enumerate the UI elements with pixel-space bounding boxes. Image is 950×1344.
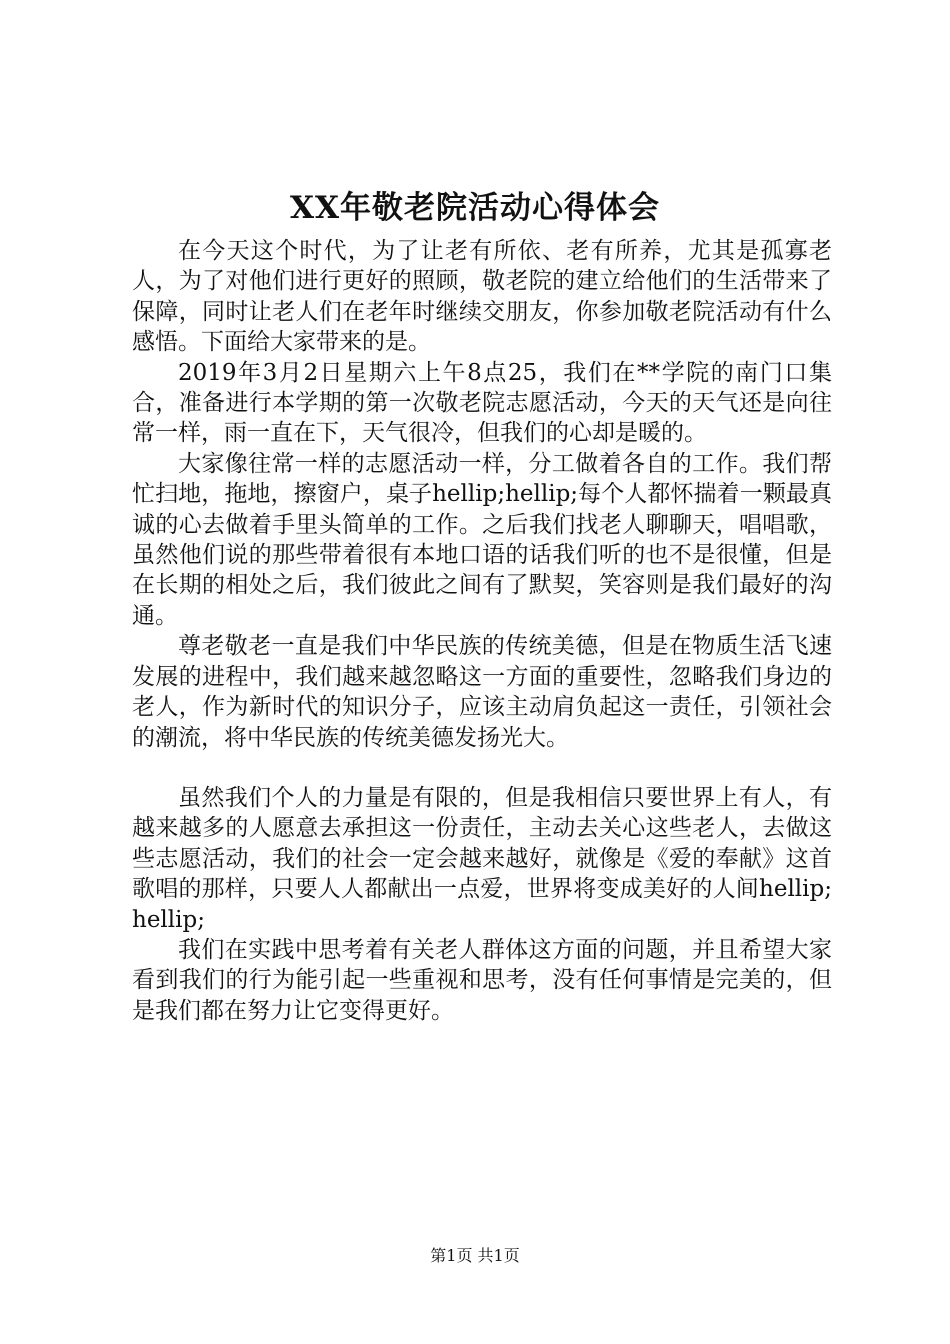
paragraph-conclusion: 我们在实践中思考着有关老人群体这方面的问题，并且希望大家看到我们的行为能引起一些重视和思考，没有任何事情是完美的，但是我们都在努力让它变得更好。 (132, 936, 832, 1024)
page-footer: 第1页 共1页 (430, 1246, 520, 1265)
document-body (132, 236, 832, 1026)
document-title: XX年敬老院活动心得体会 (289, 190, 661, 226)
paragraph-responsibility: 虽然我们个人的力量是有限的，但是我相信只要世界上有人，有越来越多的人愿意去承担这一份责任，主动去关心这些老人，去做这些志愿活动，我们的社会一定会越来越好，就像是《爱的奉献》这首歌唱的那样，只要人人都献出一点爱，世界将变成美好的人间hellip;hellip; (132, 784, 832, 933)
paragraph-tradition: 尊老敬老一直是我们中华民族的传统美德，但是在物质生活飞速发展的进程中，我们越来越忽略这一方面的重要性，忽略我们身边的老人，作为新时代的知识分子，应该主动肩负起这一责任，引领社会的潮流，将中华民族的传统美德发扬光大。 (132, 633, 832, 751)
paragraph-work: 大家像往常一样的志愿活动一样，分工做着各自的工作。我们帮忙扫地，拖地，擦窗户，桌子hellip;hellip;每个人都怀揣着一颗最真诚的心去做着手里头简单的工作。之后我们找老人聊聊天，唱唱歌，虽然他们说的那些带着很有本地口语的话我们听的也不是很懂，但是在长期的相处之后，我们彼此之间有了默契，笑容则是我们最好的沟通。 (132, 450, 832, 629)
paragraph-intro: 在今天这个时代，为了让老有所依、老有所养，尤其是孤寡老人，为了对他们进行更好的照顾，敬老院的建立给他们的生活带来了保障，同时让老人们在老年时继续交朋友，你参加敬老院活动有什么感悟。下面给大家带来的是。 (132, 238, 832, 356)
paragraph-gathering: 2019年3月2日星期六上午8点25，我们在**学院的南门口集合，准备进行本学期的第一次敬老院志愿活动，今天的天气还是向往常一样，雨一直在下，天气很冷，但我们的心却是暖的。 (132, 359, 832, 447)
